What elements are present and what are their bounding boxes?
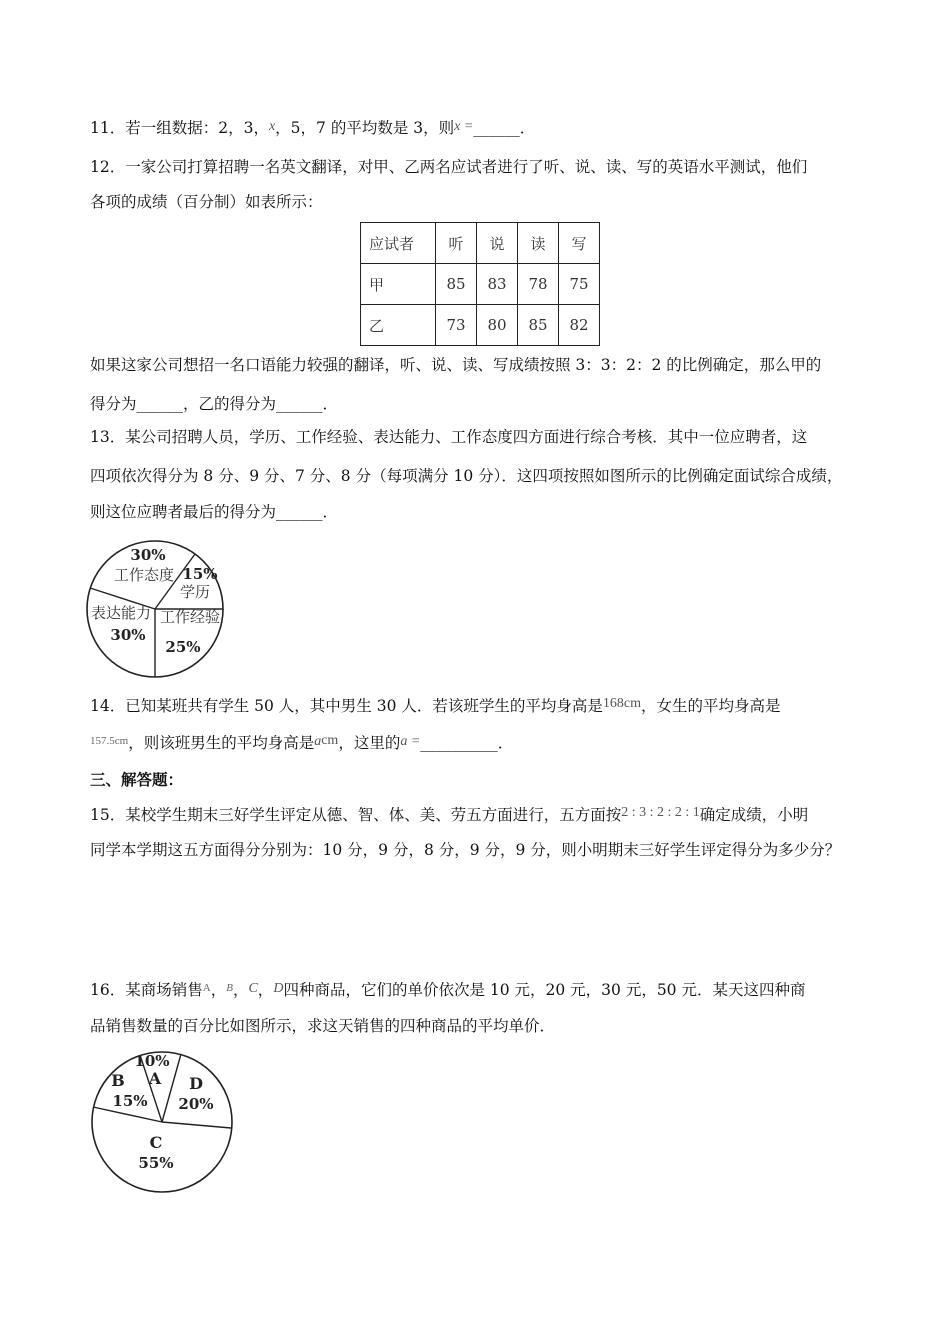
question-14-line-1: 14．已知某班共有学生 50 人，其中男生 30 人．若该班学生的平均身高是168cm，女生的平均身高是 <box>90 696 781 715</box>
question-12-line-1: 12．一家公司打算招聘一名英文翻译，对甲、乙两名应试者进行了听、说、读、写的英语水平测试，他们 <box>90 158 808 176</box>
scores-table <box>360 222 600 346</box>
var-x: x <box>268 119 276 134</box>
question-15-line-2: 同学本学期这五方面得分分别为：10 分，9 分，8 分，9 分，9 分，则小明期末三好学生评定得分为多少分？ <box>90 841 841 859</box>
product-c: C <box>248 981 258 996</box>
table-cell: 82 <box>559 305 600 346</box>
pie-label-a: A <box>148 1069 162 1088</box>
table-header-cell: 读 <box>518 223 559 264</box>
question-16-line-2: 品销售数量的百分比如图所示，求这天销售的四种商品的平均单价． <box>90 1017 556 1035</box>
question-13-line-3: 则这位应聘者最后的得分为______． <box>90 503 339 521</box>
product-d: D <box>273 981 284 996</box>
table-header-cell: 写 <box>559 223 600 264</box>
pie-percent-c: 55% <box>138 1154 174 1172</box>
table-cell: 甲 <box>361 264 436 305</box>
sales-percentage-pie-chart <box>85 1042 245 1202</box>
avg-height-class: 168cm <box>602 696 641 711</box>
table-cell: 73 <box>436 305 477 346</box>
unit-cm: cm <box>321 733 339 748</box>
pie-divider-d-c <box>162 1122 231 1128</box>
pie-percent-attitude: 30% <box>130 546 166 564</box>
table-cell: 75 <box>559 264 600 305</box>
pie-label-d: D <box>189 1074 203 1093</box>
pie-percent-d: 20% <box>178 1095 214 1113</box>
pie-label-b: B <box>111 1071 125 1090</box>
avg-height-girls: 157.5cm <box>90 735 129 747</box>
question-12-line-3: 如果这家公司想招一名口语能力较强的翻译，听、说、读、写成绩按照 3：3：2：2 的比例确定，那么甲的 <box>90 356 822 374</box>
pie-label-attitude: 工作态度 <box>113 566 175 584</box>
table-header-cell: 说 <box>477 223 518 264</box>
product-b: B <box>226 982 233 994</box>
ratio-expression: 2 : 3 : 2 : 2 : 1 <box>621 805 700 820</box>
pie-label-experience: 工作经验 <box>159 608 221 626</box>
pie-percent-education: 15% <box>182 565 218 583</box>
table-row <box>361 264 600 305</box>
section-heading: 三、解答题： <box>90 770 184 789</box>
question-14-line-2: $^{157.5cm}$，则该班男生的平均身高是acm，这里的a =__________． <box>90 733 514 752</box>
pie-percent-expression: 30% <box>110 626 146 644</box>
table-cell: 乙 <box>361 305 436 346</box>
table-cell: 80 <box>477 305 518 346</box>
table-cell: 85 <box>518 305 559 346</box>
pie-percent-experience: 25% <box>165 638 201 656</box>
table-row <box>361 305 600 346</box>
pie-label-education: 学历 <box>179 583 211 601</box>
question-12-line-2: 各项的成绩（百分制）如表所示： <box>90 193 323 211</box>
table-header-cell: 听 <box>436 223 477 264</box>
pie-label-c: C <box>149 1133 163 1152</box>
table-cell: 83 <box>477 264 518 305</box>
table-cell: 85 <box>436 264 477 305</box>
table-header-row <box>361 223 600 264</box>
question-13-line-1: 13．某公司招聘人员，学历、工作经验、表达能力、工作态度四方面进行综合考核．其中一位应聘者，这 <box>90 428 808 446</box>
var-x-eq: x = <box>454 119 474 134</box>
var-a-eq: a = <box>400 734 421 749</box>
interview-score-pie-chart <box>80 530 240 680</box>
question-11: 11．若一组数据：2，3，x，5，7 的平均数是 3，则x =______． <box>90 119 536 137</box>
question-12-line-4: 得分为______，乙的得分为______． <box>90 395 339 413</box>
question-15-line-1: 15．某校学生期末三好学生评定从德、智、体、美、劳五方面进行，五方面按2 : 3 : 2 : 2 : 1确定成绩，小明 <box>90 805 809 824</box>
answer-blank: __________． <box>420 734 514 752</box>
pie-percent-b: 15% <box>112 1092 148 1110</box>
pie-label-expression: 表达能力 <box>90 604 152 622</box>
table-cell: 78 <box>518 264 559 305</box>
question-16-line-1: 16．某商场销售$^A$，$^B$，C，D四种商品，它们的单价依次是 10 元，20 元，30 元，50 元．某天这四种商 <box>90 981 806 999</box>
pie-percent-a: 10% <box>134 1052 170 1070</box>
question-13-line-2: 四项依次得分为 8 分、9 分、7 分、8 分（每项满分 10 分）．这四项按照如图所示的比例确定面试综合成绩， <box>90 467 843 485</box>
product-a: A <box>202 982 211 994</box>
var-a: a <box>314 734 322 749</box>
table-header-cell: 应试者 <box>361 223 436 264</box>
answer-blank: ______． <box>473 119 536 137</box>
